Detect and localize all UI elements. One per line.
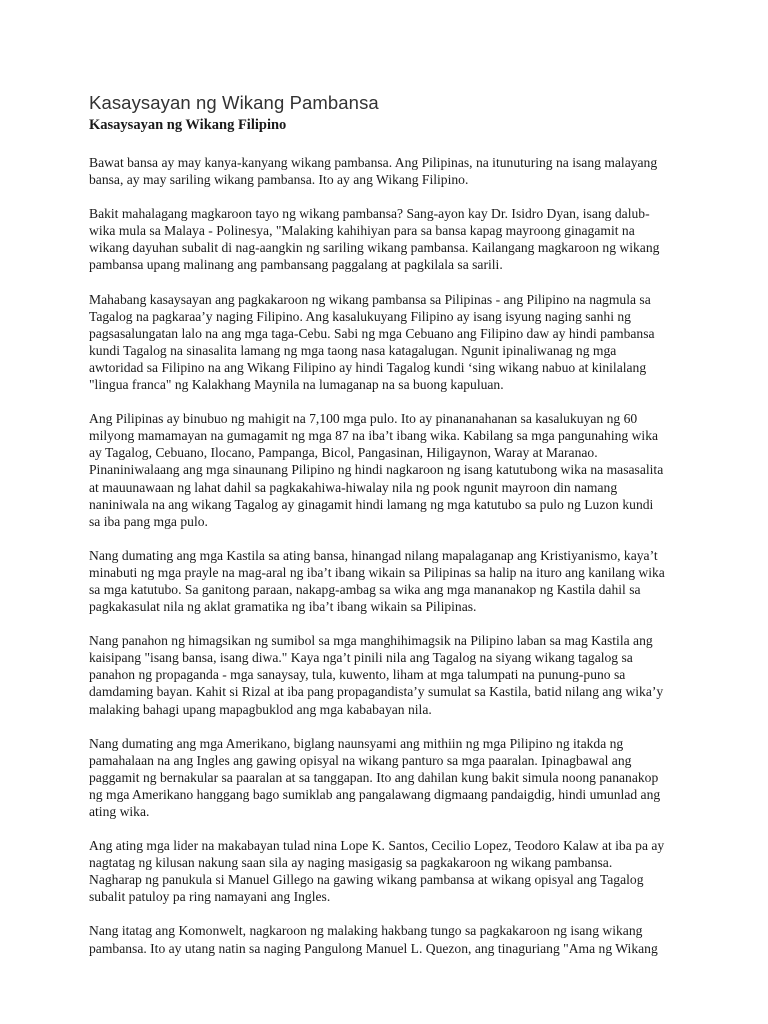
document-body xyxy=(89,154,686,957)
paragraph-line: malaking bahagi upang mapagbuklod ang mga kababayan nila. xyxy=(89,701,432,717)
paragraph-line: Ang ating mga lider na makabayan tulad nina Lope K. Santos, Cecilio Lopez, Teodoro Kalaw at iba pa ay xyxy=(89,838,665,854)
paragraph xyxy=(89,922,686,956)
paragraph-line: sa mga katutubo. Sa ganitong paraan, nakapg-ambag sa wika ang mga mananakop ng Kastila dahil sa xyxy=(89,581,641,597)
paragraph-line: Mahabang kasaysayan ang pagkakaroon ng wikang pambansa sa Pilipinas - ang Pilipino na nagmula sa xyxy=(89,291,651,307)
paragraph-line: Nang panahon ng himagsikan ng sumibol sa mga manghihimagsik na Pilipino laban sa mag Kastila ang xyxy=(89,633,653,649)
paragraph-line: awtoridad sa Filipino na ang Wikang Filipino ay hindi Tagalog kundi ‘sing wikang nabuo at kinilalang xyxy=(89,359,647,375)
paragraph-line: minabuti ng mga prayle na mag-aral ng iba’t ibang wikain sa Pilipinas sa halip na ituro ang kanilang wika xyxy=(89,564,665,580)
paragraph-line: pamahalaan na ang Ingles ang gawing opisyal na wikang panturo sa mga paaralan. Ipinagbawal ang xyxy=(89,752,632,768)
paragraph-line: pagsasalungatan lalo na ang mga taga-Cebu. Sabi ng mga Cebuano ang Filipino daw ay hindi pambansa xyxy=(89,325,655,341)
paragraph-line: subalit patuloy pa ring namayani ang Ingles. xyxy=(89,889,331,905)
paragraph-line: pagkakasulat nila ng aklat gramatika ng iba’t ibang wikain sa Pilipinas. xyxy=(89,599,477,615)
paragraph-line: pambansa upang malinang ang pambansang paggalang at pagkilala sa sarili. xyxy=(89,257,503,273)
paragraph-line: Ang Pilipinas ay binubuo ng mahigit na 7,100 mga pulo. Ito ay pinananahanan sa kasalukuyan ng 60 xyxy=(89,411,638,427)
paragraph-line: Nang itatag ang Komonwelt, nagkaroon ng malaking hakbang tungo sa pagkakaroon ng isang wikang xyxy=(89,923,643,939)
paragraph xyxy=(89,547,686,615)
paragraph-line: at mauunawaan ng lahat dahil sa pagkakahiwa-hiwalay nila ng pook ngunit mayroon din namang xyxy=(89,479,618,495)
paragraph-line: wikang dayuhan subalit di nag-aangkin ng sariling wikang pambansa. Kailangang magkaroon ng wikang xyxy=(89,240,660,256)
paragraph xyxy=(89,735,686,820)
document-title: Kasaysayan ng Wikang Pambansa xyxy=(89,92,379,113)
paragraph xyxy=(89,154,686,188)
paragraph xyxy=(89,291,686,394)
paragraph-line: ay Tagalog, Cebuano, Ilocano, Pampanga, Bicol, Pangasinan, Hiligaynon, Waray at Maranao. xyxy=(89,445,598,461)
paragraph-line: paggamit ng bernakular sa paaralan at sa tanggapan. Ito ang dahilan kung bakit simula noong pananakop xyxy=(89,769,659,785)
paragraph-line: milyong mamamayan na gumagamit ng mga 87 na iba’t ibang wika. Kabilang sa mga pangunahing wika xyxy=(89,428,659,444)
paragraph-line: kaisipang "isang bansa, isang diwa." Kaya nga’t pinili nila ang Tagalog na siyang wikang tagalog sa xyxy=(89,650,633,666)
paragraph xyxy=(89,410,686,530)
paragraph-line: Tagalog na pagkaraa’y naging Filipino. Ang kasalukuyang Filipino ay isang isyung naging sanhi ng xyxy=(89,308,631,324)
paragraph-line: ating wika. xyxy=(89,804,150,819)
paragraph-line: naniniwala na ang wikang Tagalog ay ginagamit hindi lamang ng mga katutubo sa pulo ng Luzon kundi xyxy=(89,496,654,512)
paragraph-line: Pinaniniwalaang ang mga sinaunang Pilipino ng hindi nagkaroon ng isang katutubong wika na masasalita xyxy=(89,462,664,478)
paragraph-line: wika mula sa Malaya - Polinesya, "Malaking kahihiyan para sa bansa kapag mayroong ginagamit na xyxy=(89,223,635,239)
paragraph-line: Nagharap ng panukula si Manuel Gillego na gawing wikang pambansa at wikang opisyal ang Tagalog xyxy=(89,872,644,888)
paragraph xyxy=(89,837,686,905)
paragraph-line: kundi Tagalog na sinasalita lamang ng mga taong nasa katagalugan. Ngunit ipinaliwanag ng mga xyxy=(89,342,617,358)
paragraph-line: ng mga Amerikano hanggang bago sumiklab ang pangalawang digmaang pandaigdig, hindi umunlad ang xyxy=(89,786,661,802)
document-subtitle: Kasaysayan ng Wikang Filipino xyxy=(89,117,287,133)
paragraph-line: Bawat bansa ay may kanya-kanyang wikang pambansa. Ang Pilipinas, na itunuturing na isang malayang xyxy=(89,155,658,170)
paragraph-line: Bakit mahalagang magkaroon tayo ng wikang pambansa? Sang-ayon kay Dr. Isidro Dyan, isang dalub- xyxy=(89,206,650,222)
paragraph-line: panahon ng propaganda - mga sanaysay, tula, kuwento, liham at mga talumpati na punung-puno sa xyxy=(89,667,626,683)
paragraph-line: Nang dumating ang mga Kastila sa ating bansa, hinangad nilang mapalaganap ang Kristiyanismo, kaya’t xyxy=(89,547,658,563)
paragraph-line: nagtatag ng kilusan nakung saan sila ay naging masigasig sa pagkakaroon ng wikang pambansa. xyxy=(89,855,613,871)
paragraph-line: damdaming bayan. Kahit si Rizal at iba pang propagandista’y sumulat sa Kastila, batid nilang ang wika’y xyxy=(89,684,664,700)
paragraph xyxy=(89,205,686,273)
paragraph-line: sa iba pang mga pulo. xyxy=(89,513,208,529)
paragraph-line: "lingua franca" ng Kalakhang Maynila na lumaganap na sa buong kapuluan. xyxy=(89,377,504,393)
paragraph-line: bansa, ay may sariling wikang pambansa. Ito ay ang Wikang Filipino. xyxy=(89,172,469,188)
paragraph-line: Nang dumating ang mga Amerikano, biglang naunsyami ang mithiin ng mga Pilipino ng itakda ng xyxy=(89,735,624,751)
paragraph xyxy=(89,632,686,717)
paragraph-line: pambansa. Ito ay utang natin sa naging Pangulong Manuel L. Quezon, ang tinaguriang "Ama ng Wikang xyxy=(89,940,658,956)
